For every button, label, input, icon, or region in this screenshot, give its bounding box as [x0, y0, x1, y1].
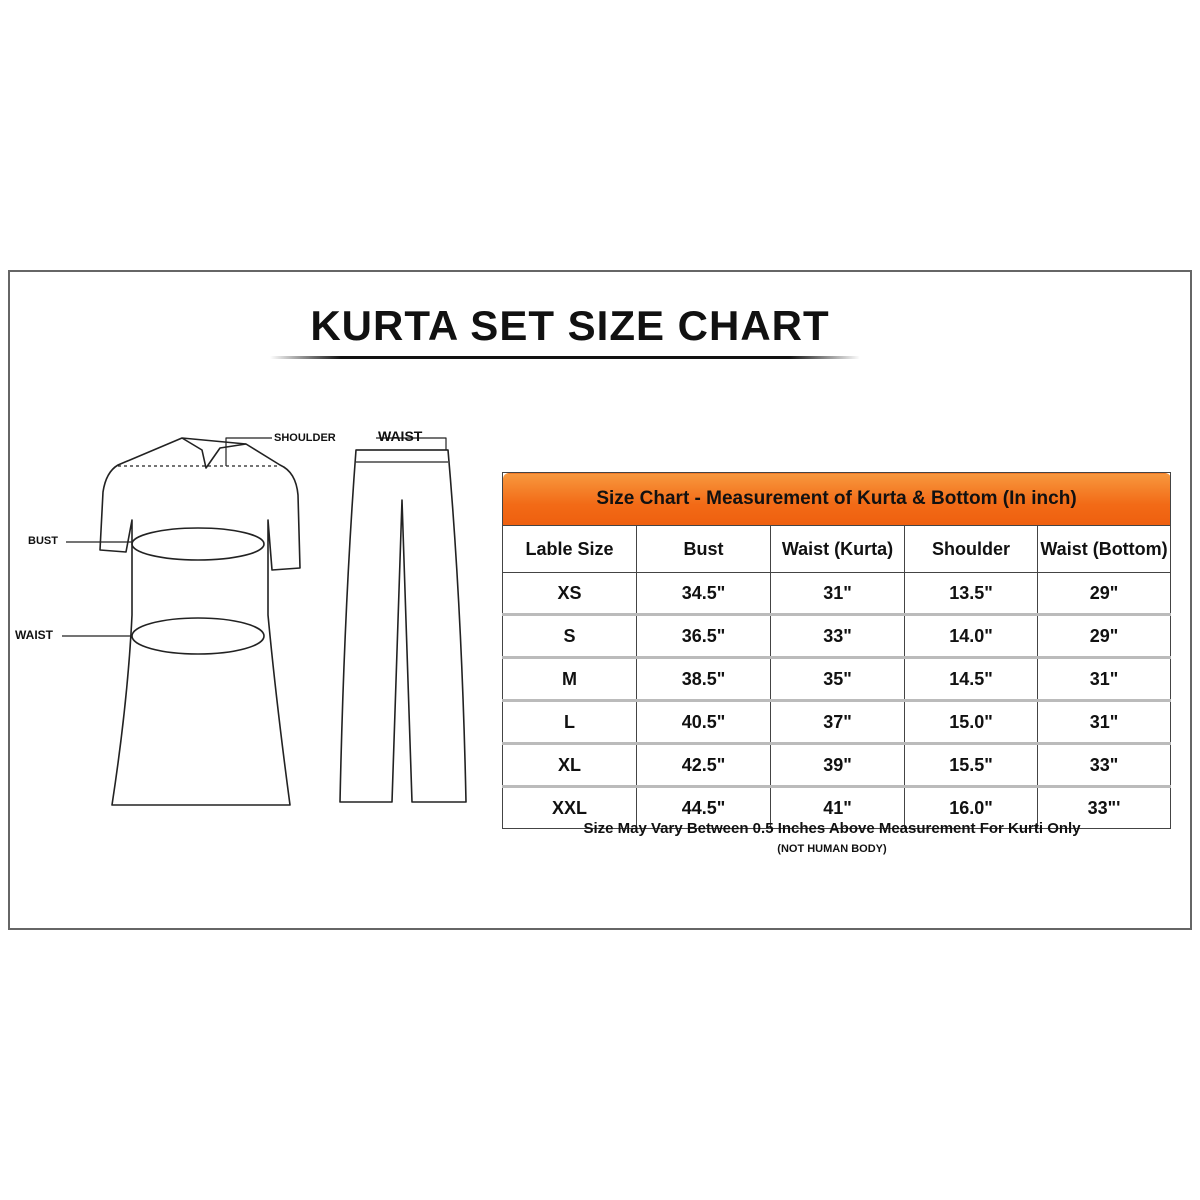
- cell-waist-bottom: 29": [1038, 573, 1171, 615]
- cell-waist-kurta: 35": [771, 658, 905, 701]
- table-row: [503, 658, 1171, 701]
- cell-size: XL: [503, 744, 637, 787]
- cell-shoulder: 16.0": [905, 787, 1038, 829]
- cell-waist-kurta: 41": [771, 787, 905, 829]
- cell-shoulder: 14.0": [905, 615, 1038, 658]
- cell-bust: 38.5": [637, 658, 771, 701]
- title-underline: [270, 356, 860, 359]
- size-table-container: [502, 472, 1170, 829]
- table-row: [503, 744, 1171, 787]
- cell-size: S: [503, 615, 637, 658]
- cell-shoulder: 15.0": [905, 701, 1038, 744]
- cell-bust: 36.5": [637, 615, 771, 658]
- header-lable-size: Lable Size: [503, 526, 637, 573]
- cell-bust: 34.5": [637, 573, 771, 615]
- cell-waist-bottom: 31": [1038, 701, 1171, 744]
- size-note: Size May Vary Between 0.5 Inches Above Measurement For Kurti Only: [583, 820, 1081, 837]
- cell-size: XXL: [503, 787, 637, 829]
- cell-size: M: [503, 658, 637, 701]
- size-table: [502, 472, 1171, 829]
- cell-waist-bottom: 29": [1038, 615, 1171, 658]
- kurta-outline-icon: [100, 438, 300, 805]
- cell-shoulder: 13.5": [905, 573, 1038, 615]
- cell-waist-kurta: 33": [771, 615, 905, 658]
- cell-waist-bottom: 33": [1038, 744, 1171, 787]
- cell-shoulder: 15.5": [905, 744, 1038, 787]
- table-row: [503, 615, 1171, 658]
- cell-waist-kurta: 31": [771, 573, 905, 615]
- cell-waist-bottom: 31": [1038, 658, 1171, 701]
- page-title: KURTA SET SIZE CHART: [310, 302, 830, 349]
- shoulder-label: SHOULDER: [274, 432, 336, 444]
- kurta-waist-label: WAIST: [15, 628, 53, 642]
- table-caption: Size Chart - Measurement of Kurta & Bottom (In inch): [503, 473, 1171, 526]
- bust-label: BUST: [28, 535, 58, 547]
- cell-shoulder: 14.5": [905, 658, 1038, 701]
- kurta-waist-ellipse-icon: [132, 618, 264, 654]
- header-waist-kurta: Waist (Kurta): [771, 526, 905, 573]
- cell-size: L: [503, 701, 637, 744]
- cell-waist-kurta: 37": [771, 701, 905, 744]
- cell-bust: 40.5": [637, 701, 771, 744]
- bust-ellipse-icon: [132, 528, 264, 560]
- pant-waist-label: WAIST: [378, 428, 423, 444]
- cell-size: XS: [503, 573, 637, 615]
- pant-outline-icon: [340, 450, 466, 802]
- table-header-row: [503, 526, 1171, 573]
- cell-bust: 42.5": [637, 744, 771, 787]
- header-waist-bottom: Waist (Bottom): [1038, 526, 1171, 573]
- garment-diagram: [0, 410, 500, 820]
- cell-bust: 44.5": [637, 787, 771, 829]
- header-bust: Bust: [637, 526, 771, 573]
- table-row: [503, 573, 1171, 615]
- header-shoulder: Shoulder: [905, 526, 1038, 573]
- cell-waist-kurta: 39": [771, 744, 905, 787]
- table-row: [503, 701, 1171, 744]
- size-subnote: (NOT HUMAN BODY): [777, 843, 887, 855]
- cell-waist-bottom: 33"': [1038, 787, 1171, 829]
